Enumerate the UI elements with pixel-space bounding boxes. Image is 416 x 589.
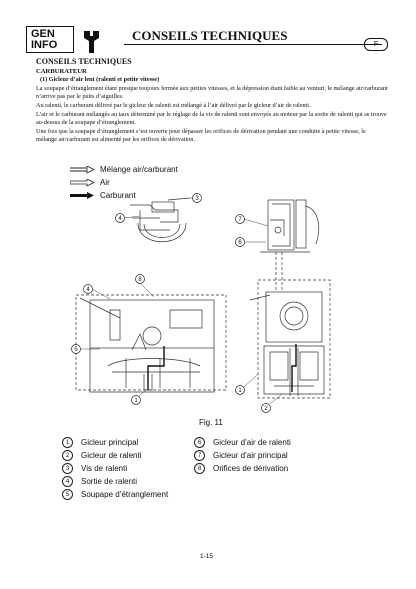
part-label: Sortie de ralenti <box>81 477 138 486</box>
callout-5 <box>72 345 81 354</box>
badge-line-2: INFO <box>31 39 58 51</box>
callout-1-label: 1 <box>134 398 138 404</box>
carburetor-body-left <box>76 295 226 392</box>
callout-1-right <box>236 386 245 395</box>
sub-title: CONSEILS TECHNIQUES <box>36 57 132 66</box>
paragraph: Une fois que la soupape d’étranglement s’est ouverte pour dépasser les orifices de dérivation pendant une conduite à petite vitesse, le mélange air/carburant est alimenté par les orifices de dérivation. <box>36 127 366 144</box>
callout-6 <box>236 238 245 247</box>
part-number: 5 <box>62 489 73 500</box>
paragraph: L’air et le carburant mélangés au taux déterminé par le réglage de la vis de ralenti sont envoyés au moteur par la sortie de ralenti qui se trouve au-dessus de la soupape d’étranglement. <box>36 110 387 127</box>
part-label: Soupape d’étranglement <box>81 490 169 499</box>
item-heading: (1) Gicleur d’air lent (ralenti et petite vitesse) <box>40 76 160 84</box>
callout-4-top-label: 4 <box>118 216 122 222</box>
page-number: 1-15 <box>200 553 214 560</box>
badge-line-1: GEN <box>31 28 55 40</box>
paragraph: La soupape d’étranglement étant presque toujours fermée aux petites vitesses, et la dépression étant faible au venturi, le mélange air/carburant n’arrive pas par le puits d’aiguilles. <box>36 84 388 101</box>
part-number: 8 <box>194 463 205 474</box>
callout-1-right-label: 1 <box>238 388 242 394</box>
part-item <box>62 437 138 448</box>
callout-7-label: 7 <box>238 217 242 223</box>
paragraph: Au ralenti, le carburant délivré par le gicleur de ralenti est mélangé à l’air délivré par le gicleur d’air de ralenti. <box>36 101 311 109</box>
language-badge: F <box>364 38 388 51</box>
header-rule <box>124 44 382 45</box>
part-number: 3 <box>62 463 73 474</box>
callout-2-label: 2 <box>264 406 268 412</box>
callout-4 <box>84 285 93 294</box>
part-label: Gicleur d’air de ralenti <box>213 438 291 447</box>
callout-2 <box>262 404 271 413</box>
callout-3 <box>193 194 202 203</box>
figure-caption: Fig. 11 <box>199 418 223 427</box>
carburetor-diagram <box>60 160 360 418</box>
legend-fuel-label: Carburant <box>100 191 136 200</box>
part-number: 7 <box>194 450 205 461</box>
gen-info-badge <box>26 26 74 53</box>
wrench-icon <box>80 29 110 55</box>
part-number: 4 <box>62 476 73 487</box>
callout-4-top <box>116 214 125 223</box>
idle-screw-detail <box>130 198 190 242</box>
part-label: Gicleur de ralenti <box>81 451 142 460</box>
part-item <box>62 476 137 487</box>
callout-4-label: 4 <box>86 287 90 293</box>
callout-1 <box>132 396 141 405</box>
callout-6-label: 6 <box>238 240 242 246</box>
part-number: 6 <box>194 437 205 448</box>
section-title: CONSEILS TECHNIQUES <box>132 28 288 43</box>
carburetor-label: CARBURATEUR <box>36 67 87 75</box>
carburetor-body-right <box>250 280 330 398</box>
callout-3-label: 3 <box>195 196 199 202</box>
callout-8-label: 8 <box>138 277 142 283</box>
air-jet-detail <box>260 200 319 292</box>
legend-air-label: Air <box>100 178 110 187</box>
callout-7 <box>236 215 245 224</box>
callout-5-label: 5 <box>74 347 78 353</box>
part-label: Vis de ralenti <box>81 464 128 473</box>
part-item <box>62 489 168 500</box>
part-item <box>194 463 288 474</box>
part-item <box>62 463 127 474</box>
fuel-flow-path <box>148 344 296 392</box>
page-header <box>12 26 404 54</box>
legend-mix-label: Mélange air/carburant <box>100 165 178 174</box>
part-item <box>62 450 141 461</box>
part-item <box>194 437 291 448</box>
callout-8 <box>136 275 145 284</box>
part-item <box>194 450 288 461</box>
part-label: Orifices de dérivation <box>213 464 289 473</box>
part-label: Gicleur principal <box>81 438 139 447</box>
part-number: 1 <box>62 437 73 448</box>
body-text <box>36 58 388 145</box>
part-number: 2 <box>62 450 73 461</box>
part-label: Gicleur d’air principal <box>213 451 288 460</box>
